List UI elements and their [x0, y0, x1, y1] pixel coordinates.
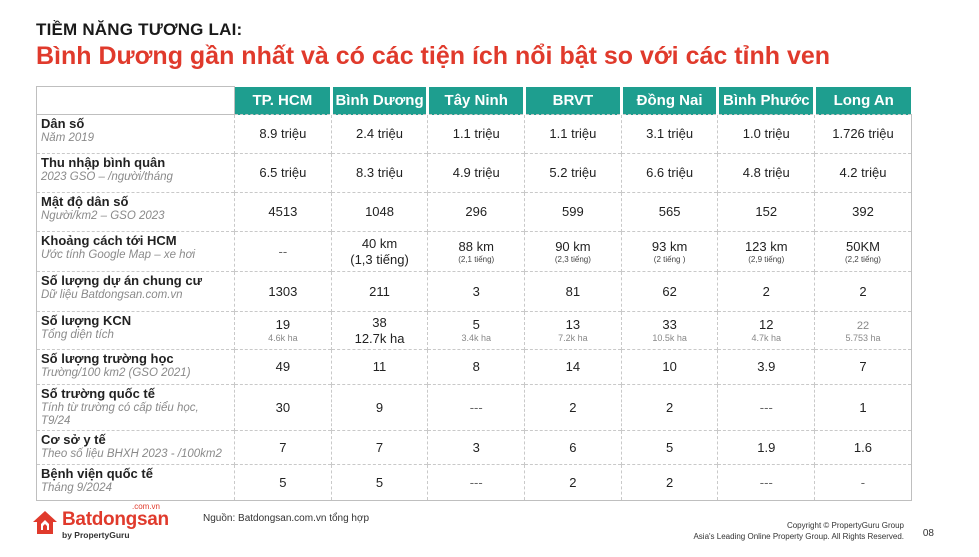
- row-label-source: Dữ liệu Batdongsan.com.vn: [41, 288, 183, 301]
- data-cell: [621, 232, 718, 272]
- cell-value: 3: [472, 283, 480, 299]
- data-cell: [428, 193, 525, 232]
- data-cell: [428, 272, 525, 312]
- cell-subvalue: 4.6k ha: [268, 332, 298, 343]
- data-cell: [331, 272, 428, 312]
- house-logo-icon: [32, 510, 58, 536]
- row-label: [37, 312, 235, 350]
- cell-value: 1: [859, 399, 867, 415]
- data-cell: [815, 272, 912, 312]
- data-cell: [331, 115, 428, 154]
- data-cell: [331, 312, 428, 350]
- data-cell: [621, 115, 718, 154]
- cell-subvalue: 10.5k ha: [652, 332, 687, 343]
- cell-value: ---: [759, 474, 773, 490]
- data-cell: [525, 465, 622, 501]
- cell-value: 7: [859, 359, 867, 375]
- cell-value: 10: [662, 359, 677, 375]
- data-cell: [428, 465, 525, 501]
- cell-value: 392: [852, 204, 874, 220]
- data-cell: [621, 431, 718, 465]
- data-cell: [235, 465, 332, 501]
- data-cell: [235, 272, 332, 312]
- row-label-title: Số trường quốc tế: [41, 386, 155, 401]
- cell-value: 7: [375, 439, 384, 455]
- comparison-table-wrapper: [36, 86, 911, 501]
- cell-value: 152: [755, 204, 778, 220]
- cell-value: 90 km: [555, 238, 591, 254]
- table-header-corner: [37, 87, 235, 115]
- data-cell: [621, 154, 718, 193]
- data-cell: [815, 232, 912, 272]
- cell-value: 7: [279, 439, 287, 455]
- comparison-table: [36, 86, 912, 501]
- cell-value: 3.9: [757, 359, 776, 375]
- cell-value: 81: [565, 283, 581, 299]
- data-cell: [331, 465, 428, 501]
- cell-value: 50KM: [845, 238, 880, 254]
- cell-value: 40 km: [361, 235, 398, 251]
- cell-value: 4.9 triệu: [452, 165, 500, 181]
- data-cell: [815, 465, 912, 501]
- data-cell: [718, 312, 815, 350]
- table-row: [37, 312, 912, 350]
- data-cell: [428, 431, 525, 465]
- data-cell: [525, 193, 622, 232]
- cell-value: 1.1 triệu: [549, 126, 597, 142]
- cell-value: 4.8 triệu: [742, 165, 790, 181]
- row-label-title: Cơ sở y tế: [41, 432, 106, 448]
- data-cell: [621, 350, 718, 385]
- row-label-title: Số lượng dự án chung cư: [41, 273, 202, 288]
- data-cell: [331, 431, 428, 465]
- data-cell: [331, 350, 428, 385]
- cell-subvalue: (2 tiếng ): [653, 254, 686, 264]
- row-label-source: Trường/100 km2 (GSO 2021): [41, 366, 191, 379]
- data-cell: [525, 115, 622, 154]
- data-cell: [428, 115, 525, 154]
- table-row: [37, 154, 912, 193]
- cell-value: 1.1 triệu: [452, 126, 500, 142]
- copyright-line-1: Copyright © PropertyGuru Group: [786, 521, 904, 530]
- data-cell: [815, 350, 912, 385]
- cell-value: 599: [562, 204, 584, 220]
- cell-value: 22: [856, 320, 870, 332]
- copyright-line-2: Asia's Leading Online Property Group. All Rights Reserved.: [693, 531, 904, 541]
- column-header: TP. HCM: [235, 87, 332, 115]
- data-cell: [235, 115, 332, 154]
- data-cell: [331, 154, 428, 193]
- data-cell: [235, 431, 332, 465]
- cell-value: 6.5 triệu: [259, 165, 307, 181]
- cell-value: 1.726 triệu: [832, 126, 894, 142]
- row-label-source: Tổng diện tích: [41, 328, 114, 341]
- data-cell: [718, 115, 815, 154]
- row-label-source: 2023 GSO – /người/tháng: [41, 170, 173, 183]
- data-cell: [235, 312, 332, 350]
- cell-value: 5: [665, 439, 674, 455]
- cell-value: 33: [662, 317, 677, 333]
- cell-value: 6: [569, 439, 577, 455]
- data-cell: [815, 385, 912, 431]
- data-cell: [331, 385, 428, 431]
- data-cell: [718, 431, 815, 465]
- cell-subvalue: (2,1 tiếng): [458, 254, 495, 264]
- cell-value: ---: [759, 399, 773, 415]
- row-label-title: Số lượng KCN: [41, 313, 132, 328]
- cell-value: 2: [665, 399, 674, 415]
- cell-value: 30: [275, 399, 291, 415]
- cell-value: 1.9: [757, 439, 776, 455]
- table-row: [37, 350, 912, 385]
- cell-value: 5.2 triệu: [549, 165, 597, 181]
- data-cell: [718, 232, 815, 272]
- data-cell: [718, 465, 815, 501]
- data-cell: [815, 193, 912, 232]
- table-row: [37, 115, 912, 154]
- cell-value: 9: [375, 399, 384, 415]
- table-header-row: [37, 87, 912, 115]
- cell-value: 14: [565, 359, 581, 375]
- row-label-title: Mật độ dân số: [41, 194, 129, 209]
- cell-subvalue: 5.753 ha: [845, 333, 881, 344]
- column-header: Đồng Nai: [621, 87, 718, 115]
- cell-value: 49: [275, 359, 291, 375]
- data-cell: [525, 385, 622, 431]
- logo-wordmark: Batdongsan: [62, 509, 169, 530]
- table-row: [37, 385, 912, 431]
- cell-subvalue: (2,3 tiếng): [554, 254, 591, 264]
- cell-value: 8.9 triệu: [259, 126, 307, 142]
- table-row: [37, 465, 912, 501]
- data-cell: [621, 312, 718, 350]
- cell-value: 123 km: [744, 238, 788, 254]
- cell-value: 1.0 triệu: [742, 126, 790, 142]
- cell-value: 5: [279, 474, 287, 490]
- data-cell: [815, 154, 912, 193]
- data-cell: [525, 312, 622, 350]
- data-cell: [235, 232, 332, 272]
- cell-value: 3.1 triệu: [646, 126, 694, 142]
- cell-value: 3: [472, 439, 480, 455]
- row-label-title: Số lượng trường học: [41, 351, 174, 366]
- cell-subvalue: 12.7k ha: [354, 330, 405, 346]
- row-label-source: Tháng 9/2024: [41, 481, 112, 494]
- cell-subvalue: (2,2 tiếng): [844, 254, 881, 264]
- data-cell: [621, 385, 718, 431]
- row-label: [37, 385, 235, 431]
- data-cell: [331, 193, 428, 232]
- row-label-title: Thu nhập bình quân: [41, 155, 166, 170]
- row-label: [37, 154, 235, 193]
- cell-value: 93 km: [651, 238, 688, 254]
- row-label-source: Người/km2 – GSO 2023: [41, 209, 165, 222]
- cell-value: 2.4 triệu: [356, 126, 404, 142]
- cell-value: ---: [469, 399, 483, 415]
- row-label: [37, 272, 235, 312]
- row-label: [37, 232, 235, 272]
- cell-value: -: [860, 474, 866, 490]
- cell-value: ---: [469, 474, 483, 490]
- cell-value: 1048: [365, 204, 394, 220]
- cell-value: 38: [372, 314, 387, 330]
- data-cell: [525, 272, 622, 312]
- cell-subvalue: (1,3 tiếng): [350, 251, 409, 267]
- data-cell: [525, 154, 622, 193]
- row-label: [37, 431, 235, 465]
- table-row: [37, 232, 912, 272]
- data-cell: [331, 232, 428, 272]
- data-cell: [428, 350, 525, 385]
- cell-value: 2: [569, 399, 577, 415]
- cell-value: 1303: [268, 283, 298, 299]
- cell-value: 62: [662, 283, 677, 299]
- row-label-source: Tính từ trường có cấp tiểu học, T9/24: [41, 401, 199, 428]
- pre-title: TIỀM NĂNG TƯƠNG LAI:: [36, 20, 243, 39]
- cell-value: 2: [569, 474, 577, 490]
- cell-value: 19: [275, 317, 291, 333]
- copyright-notice: [693, 521, 904, 543]
- cell-value: 11: [372, 359, 387, 375]
- source-note: Nguồn: Batdongsan.com.vn tổng hợp: [203, 513, 370, 524]
- data-cell: [235, 193, 332, 232]
- cell-value: 8.3 triệu: [356, 165, 404, 181]
- row-label: [37, 193, 235, 232]
- cell-value: 13: [565, 317, 581, 333]
- cell-subvalue: (2,9 tiếng): [748, 254, 785, 264]
- page-number: 08: [922, 528, 934, 539]
- cell-value: 5: [472, 317, 480, 333]
- page-title: Bình Dương gần nhất và có các tiện ích nổi bật so với các tỉnh ven: [36, 42, 831, 70]
- data-cell: [525, 232, 622, 272]
- cell-value: 2: [859, 283, 867, 299]
- cell-value: 296: [465, 204, 488, 220]
- data-cell: [718, 193, 815, 232]
- data-cell: [428, 154, 525, 193]
- batdongsan-logo: [32, 502, 172, 543]
- data-cell: [718, 154, 815, 193]
- cell-value: 2: [665, 474, 674, 490]
- row-label-title: Dân số: [41, 116, 85, 131]
- table-row: [37, 431, 912, 465]
- column-header: Tây Ninh: [428, 87, 525, 115]
- data-cell: [718, 385, 815, 431]
- row-label-title: Bệnh viện quốc tế: [41, 466, 153, 482]
- data-cell: [718, 272, 815, 312]
- column-header: Bình Phước: [718, 87, 815, 115]
- row-label-source: Ước tính Google Map – xe hơi: [41, 248, 196, 261]
- logo-byline: by PropertyGuru: [62, 530, 130, 540]
- cell-value: 12: [759, 317, 774, 333]
- data-cell: [718, 350, 815, 385]
- column-header: Bình Dương: [331, 87, 428, 115]
- cell-value: --: [278, 243, 288, 259]
- cell-subvalue: 7.2k ha: [558, 332, 588, 343]
- data-cell: [621, 193, 718, 232]
- cell-value: 8: [472, 359, 480, 375]
- cell-value: 2: [762, 283, 770, 299]
- data-cell: [815, 431, 912, 465]
- row-label-source: Năm 2019: [41, 131, 95, 144]
- data-cell: [235, 154, 332, 193]
- table-row: [37, 272, 912, 312]
- table-row: [37, 193, 912, 232]
- column-header: Long An: [815, 87, 912, 115]
- data-cell: [525, 431, 622, 465]
- data-cell: [815, 115, 912, 154]
- cell-subvalue: 3.4k ha: [461, 332, 491, 343]
- column-header: BRVT: [525, 87, 622, 115]
- table-body: [37, 115, 912, 501]
- row-label: [37, 115, 235, 154]
- data-cell: [235, 385, 332, 431]
- data-cell: [525, 350, 622, 385]
- cell-value: 88 km: [458, 238, 494, 254]
- cell-value: 4513: [268, 204, 298, 220]
- data-cell: [621, 465, 718, 501]
- row-label-source: Theo số liệu BHXH 2023 - /100km2: [41, 447, 222, 460]
- data-cell: [235, 350, 332, 385]
- data-cell: [621, 272, 718, 312]
- data-cell: [428, 385, 525, 431]
- data-cell: [815, 312, 912, 350]
- cell-value: 6.6 triệu: [646, 165, 694, 181]
- data-cell: [428, 312, 525, 350]
- cell-value: 4.2 triệu: [839, 165, 887, 181]
- cell-value: 1.6: [853, 439, 872, 455]
- logo-domain-suffix: .com.vn: [132, 502, 161, 511]
- data-cell: [428, 232, 525, 272]
- cell-subvalue: 4.7k ha: [751, 332, 782, 343]
- cell-value: 211: [369, 283, 390, 299]
- row-label: [37, 350, 235, 385]
- cell-value: 565: [658, 204, 681, 220]
- cell-value: 5: [375, 474, 384, 490]
- row-label-title: Khoảng cách tới HCM: [41, 233, 177, 248]
- row-label: [37, 465, 235, 501]
